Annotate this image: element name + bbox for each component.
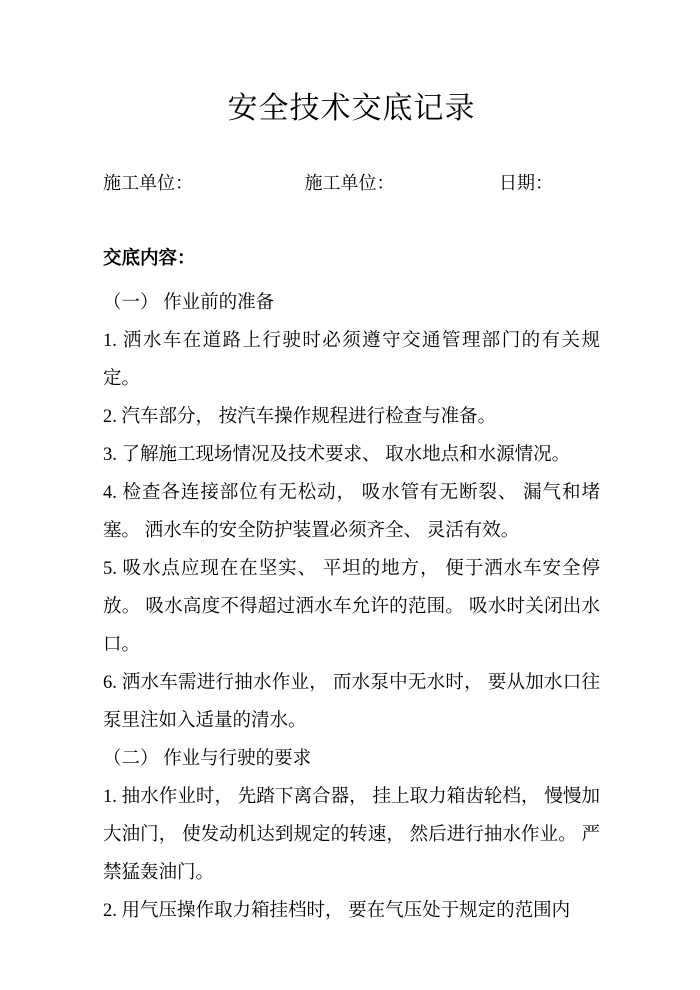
paragraph: 1. 洒水车在道路上行驶时必须遵守交通管理部门的有关规定。 [103, 331, 600, 389]
paragraph: 5. 吸水点应现在在坚实、 平坦的地方， 便于洒水车安全停放。 吸水高度不得超过洒水车允许的范围。 吸水时关闭出水口。 [103, 559, 600, 655]
header-row [103, 170, 600, 196]
paragraph: 1. 抽水作业时， 先踏下离合器， 挂上取力箱齿轮档， 慢慢加大油门， 使发动机达到规定的转速， 然后进行抽水作业。 严禁猛轰油门。 [103, 787, 600, 883]
document-content [103, 0, 600, 930]
paragraph: 3. 了解施工现场情况及技术要求、 取水地点和水源情况。 [103, 445, 571, 465]
paragraph-list [103, 284, 600, 930]
label-construction-unit-2: 施工单位： [304, 173, 395, 193]
paragraph: 2. 汽车部分， 按汽车操作规程进行检查与准备。 [103, 407, 497, 427]
section-heading-disclosure-content: 交底内容： [103, 249, 196, 269]
paragraph: 6. 洒水车需进行抽水作业， 而水泵中无水时， 要从加水口往泵里注如入适量的清水。 [103, 673, 600, 731]
paragraph: （一） 作业前的准备 [103, 293, 275, 313]
label-date: 日期： [499, 173, 553, 193]
document-title: 安全技术交底记录 [227, 92, 476, 125]
paragraph: 4. 检查各连接部位有无松动， 吸水管有无断裂、 漏气和堵塞。 洒水车的安全防护装置必须齐全、 灵活有效。 [103, 483, 600, 541]
paragraph: （二） 作业与行驶的要求 [103, 749, 312, 769]
label-construction-unit-1: 施工单位： [103, 173, 193, 193]
paragraph: 2. 用气压操作取力箱挂档时， 要在气压处于规定的范围内 [103, 901, 571, 921]
